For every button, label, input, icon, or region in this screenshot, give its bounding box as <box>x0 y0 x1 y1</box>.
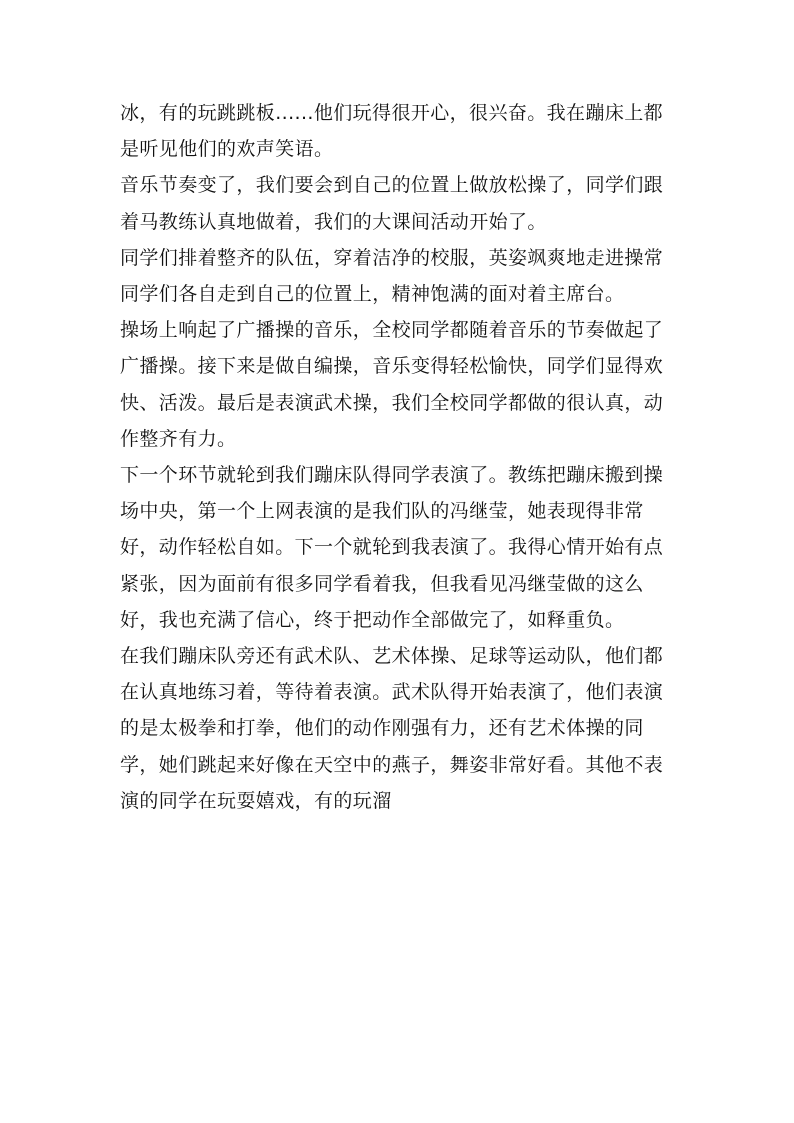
paragraph: 下一个环节就轮到我们蹦床队得同学表演了。教练把蹦床搬到操场中央，第一个上网表演的是我们队的冯继莹，她表现得非常好，动作轻松自如。下一个就轮到我表演了。我得心情开始有点紧张，因为面前有很多同学看着我，但我看见冯继莹做的这么好，我也充满了信心，终于把动作全部做完了，如释重负。 <box>120 464 664 631</box>
paragraph: 同学们排着整齐的队伍，穿着洁净的校服，英姿飒爽地走进操常同学们各自走到自己的位置上，精神饱满的面对着主席台。 <box>120 246 664 306</box>
paragraph: 操场上响起了广播操的音乐，全校同学都随着音乐的节奏做起了广播操。接下来是做自编操，音乐变得轻松愉快，同学们显得欢快、活泼。最后是表演武术操，我们全校同学都做的很认真，动作整齐有力。 <box>120 319 664 450</box>
paragraph: 冰，有的玩跳跳板......他们玩得很开心，很兴奋。我在蹦床上都是听见他们的欢声笑语。 <box>120 102 664 161</box>
paragraph: 音乐节奏变了，我们要会到自己的位置上做放松操了，同学们跟着马教练认真地做着，我们的大课间活动开始了。 <box>120 174 664 233</box>
paragraph: 在我们蹦床队旁还有武术队、艺术体操、足球等运动队，他们都在认真地练习着，等待着表演。武术队得开始表演了，他们表演的是太极拳和打拳，他们的动作刚强有力，还有艺术体操的同学，她们跳起来好像在天空中的燕子，舞姿非常好看。其他不表演的同学在玩耍嬉戏，有的玩溜 <box>120 645 664 812</box>
document-body <box>120 95 680 819</box>
